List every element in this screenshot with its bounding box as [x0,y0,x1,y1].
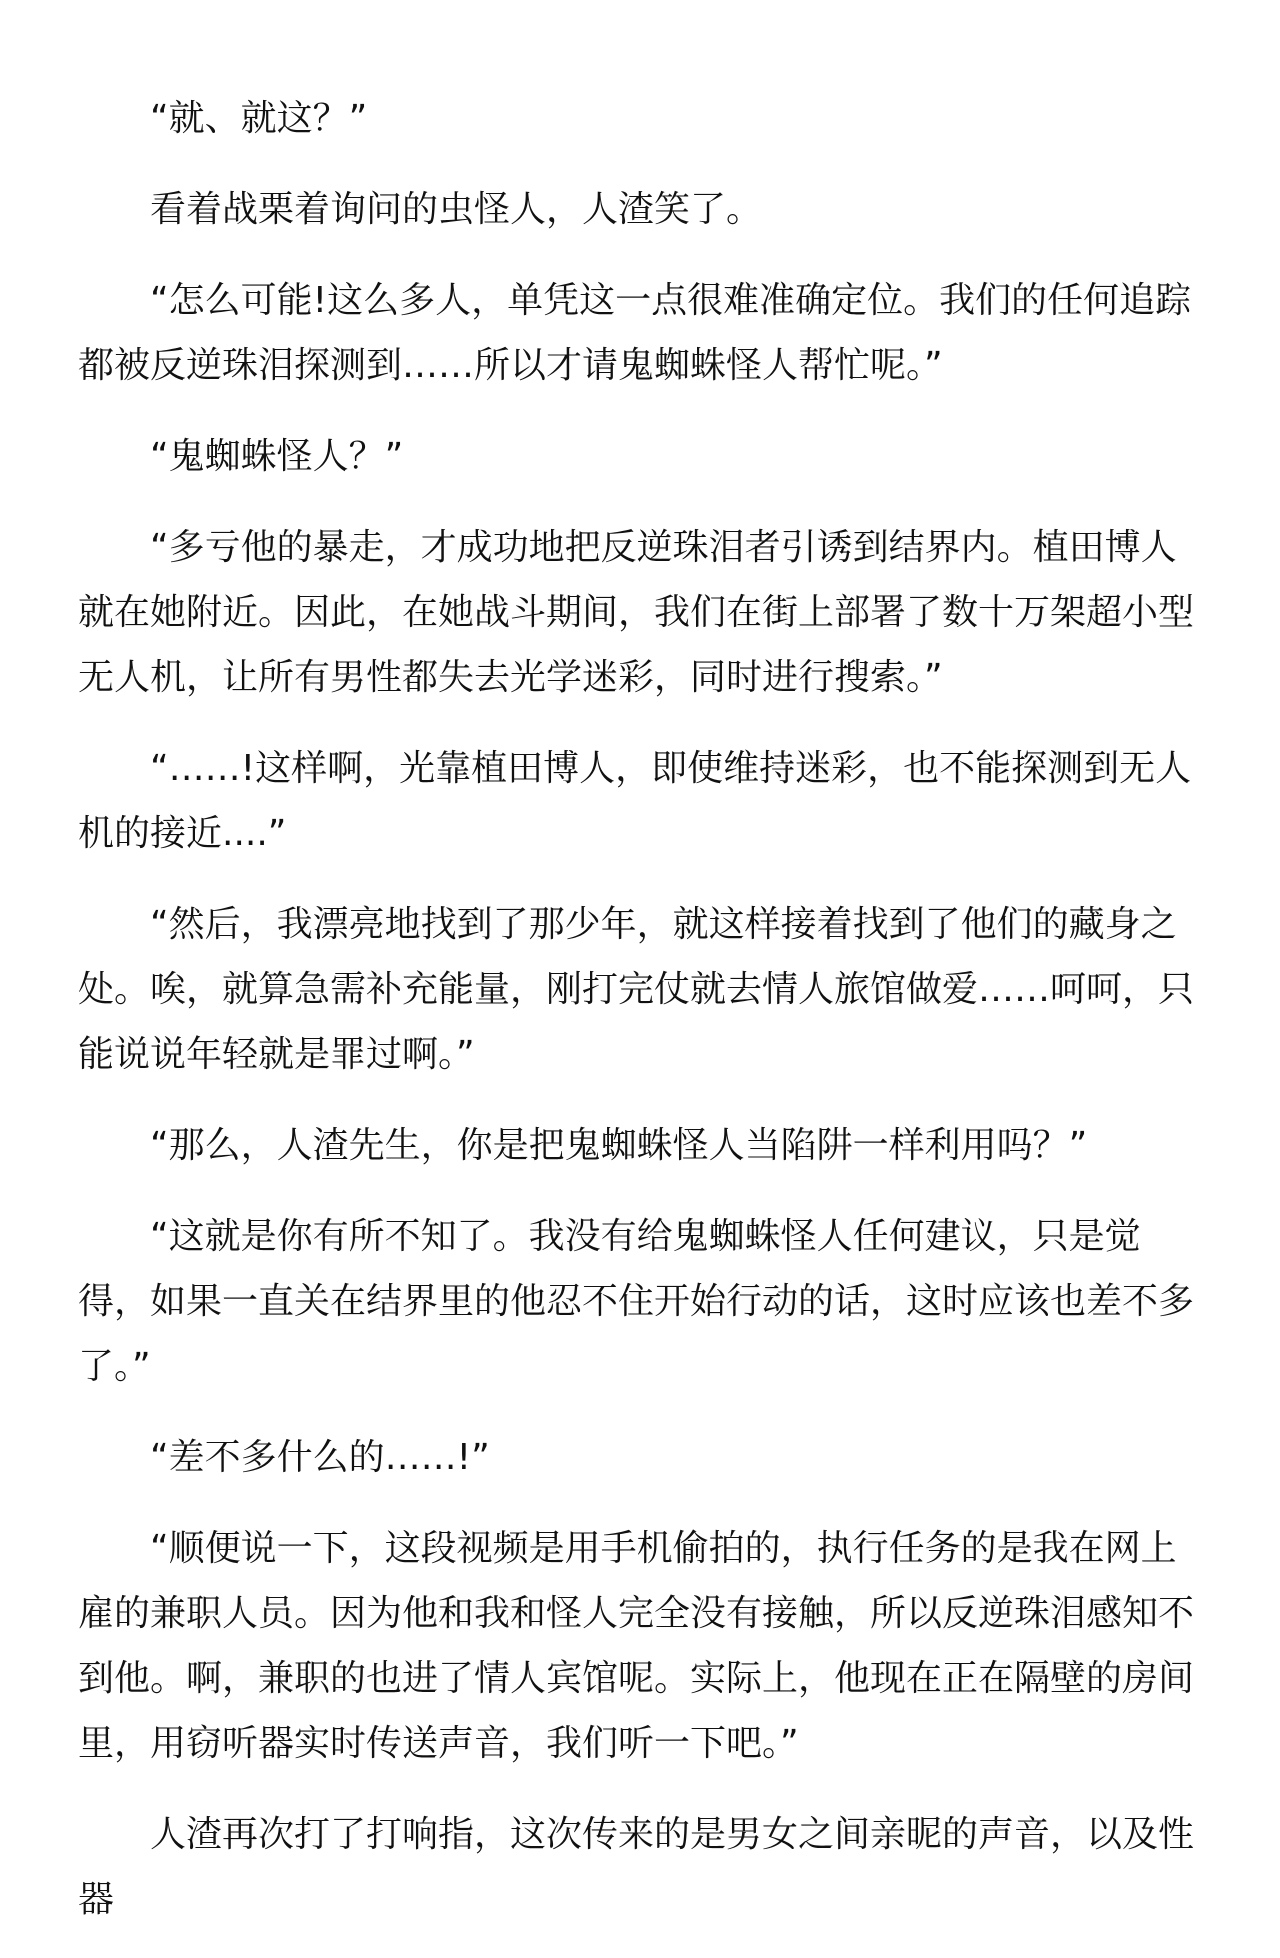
paragraph-9: “这就是你有所不知了。我没有给鬼蜘蛛怪人任何建议，只是觉得，如果一直关在结界里的他忍不住开始行动的话，这时应该也差不多了。” [78,1216,1195,1387]
paragraph-12: 人渣再次打了打响指，这次传来的是男女之间亲昵的声音，以及性器 [78,1814,1195,1920]
paragraph-4: “鬼蜘蛛怪人？” [150,436,404,477]
paragraph-2: 看着战栗着询问的虫怪人，人渣笑了。 [150,189,763,230]
paragraph-5: “多亏他的暴走，才成功地把反逆珠泪者引诱到结界内。植田博人就在她附近。因此，在她战斗期间，我们在街上部署了数十万架超小型无人机，让所有男性都失去光学迷彩，同时进行搜索。” [78,527,1195,698]
paragraph-6: “……!这样啊，光靠植田博人，即使维持迷彩，也不能探测到无人机的接近....” [78,748,1192,854]
text-body [78,86,1208,1958]
paragraph-10: “差不多什么的……!” [150,1437,490,1478]
paragraph-8: “那么，人渣先生，你是把鬼蜘蛛怪人当陷阱一样利用吗？” [150,1125,1088,1166]
paragraph-1: “就、就这？” [150,98,368,139]
paragraph-11: “顺便说一下，这段视频是用手机偷拍的，执行任务的是我在网上雇的兼职人员。因为他和我和怪人完全没有接触，所以反逆珠泪感知不到他。啊，兼职的也进了情人宾馆呢。实际上，他现在正在隔壁的房间里，用窃听器实时传送声音，我们听一下吧。” [78,1528,1195,1764]
paragraph-3: “怎么可能!这么多人，单凭这一点很难准确定位。我们的任何追踪都被反逆珠泪探测到……所以才请鬼蜘蛛怪人帮忙呢。” [78,280,1192,386]
paragraph-7: “然后，我漂亮地找到了那少年，就这样接着找到了他们的藏身之处。唉，就算急需补充能量，刚打完仗就去情人旅馆做爱……呵呵，只能说说年轻就是罪过啊。” [78,904,1195,1075]
